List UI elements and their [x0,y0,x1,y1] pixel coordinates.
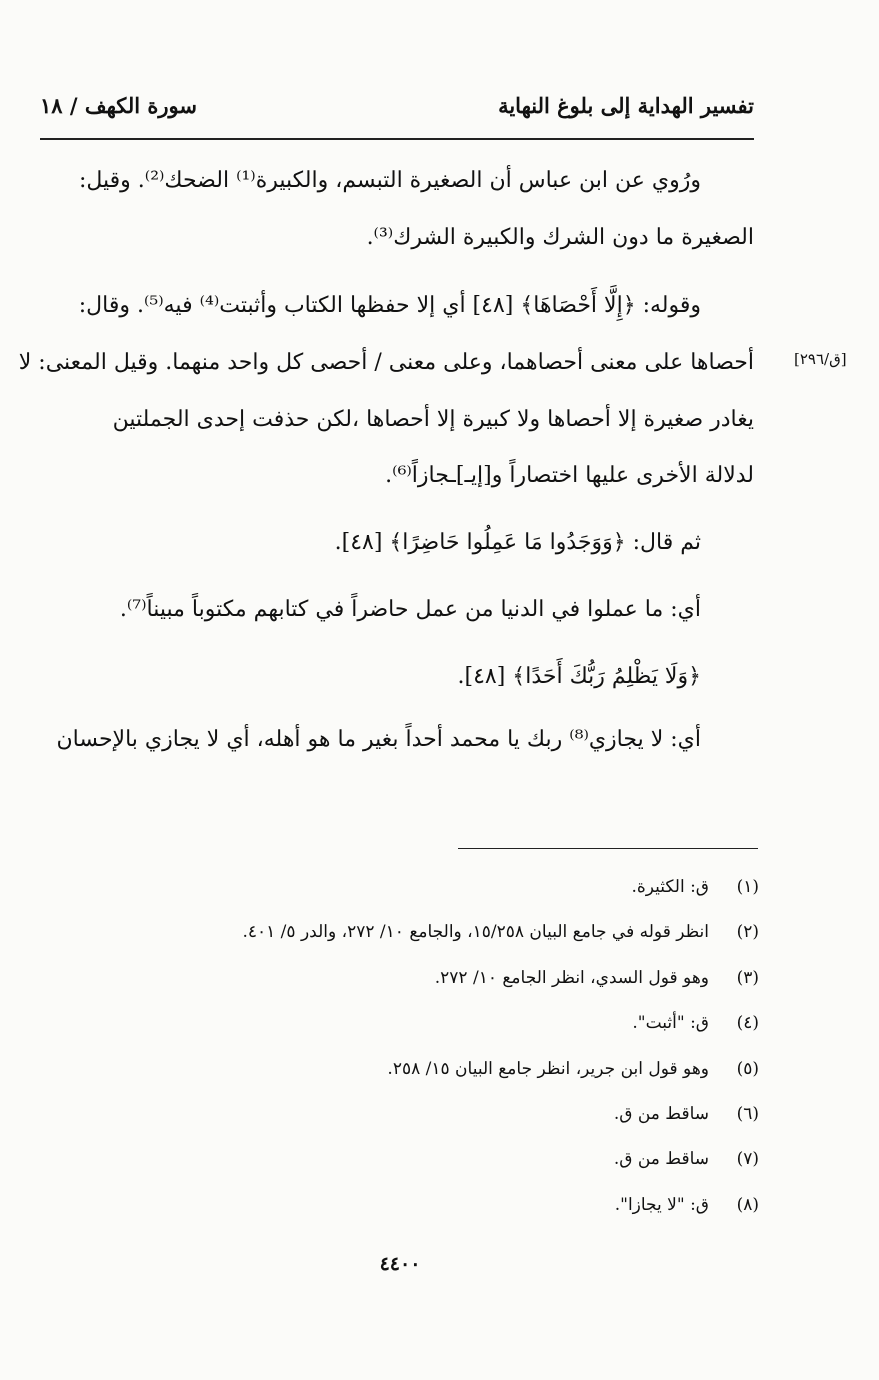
header-divider [40,138,754,140]
footnote [435,968,759,988]
manuscript-folio-note: [ق/٢٩٦] [794,350,847,368]
footnote [387,1059,759,1079]
page-header [40,93,754,133]
footnote-number: (٨) [736,1195,759,1215]
footnote-number: (١) [736,877,759,897]
footnote [242,922,759,942]
footnote-number: (٢) [736,922,759,942]
footnote-text: ق: "أثبت". [632,1013,709,1033]
footnote-text: وهو قول ابن جرير، انظر جامع البيان ١٥/ ٢٥٨. [387,1059,709,1079]
body-line: أي: ما عملوا في الدنيا من عمل حاضراً في كتابهم مكتوباً مبيناً⁽⁷⁾. [119,597,701,622]
footnote-text: وهو قول السدي، انظر الجامع ١٠/ ٢٧٢. [434,968,709,988]
footnote [632,1013,759,1033]
body-line: الصغيرة ما دون الشرك والكبيرة الشرك⁽³⁾. [366,225,754,250]
page-number: ٤٤٠٠ [379,1253,421,1275]
footnote [615,1195,759,1215]
footnote-number: (٥) [736,1059,759,1079]
body-line: ورُوي عن ابن عباس أن الصغيرة التبسم، والكبيرة⁽¹⁾ الضحك⁽²⁾. وقيل: [78,168,701,193]
body-line: أي: لا يجازي⁽⁸⁾ ربك يا محمد أحداً بغير ما هو أهله، أي لا يجازي بالإحسان [56,727,701,752]
footnote-number: (٤) [736,1013,759,1033]
body-line: أحصاها على معنى أحصاهما، وعلى معنى / أحصى كل واحد منهما. وقيل المعنى: لا [18,350,754,375]
footnote-number: (٧) [736,1149,759,1169]
footnote [614,1104,759,1124]
body-line: وقوله: ﴿إِلَّا أَحْصَاهَا﴾ [٤٨] أي إلا حفظها الكتاب وأثبتت⁽⁴⁾ فيه⁽⁵⁾. وقال: [78,293,701,318]
footnote-number: (٣) [736,968,759,988]
surah-page-label: سورة الكهف / ١٨ [40,93,198,118]
quran-verse-line: ﴿وَلَا يَظْلِمُ رَبُّكَ أَحَدًا﴾ [٤٨]. [457,664,701,689]
footnote [614,1149,759,1169]
quran-verse-line: ثم قال: ﴿وَوَجَدُوا مَا عَمِلُوا حَاضِرًا﴾ [٤٨]. [334,530,701,555]
footnote-text: ساقط من ق. [613,1104,709,1124]
footnote-text: ساقط من ق. [613,1149,709,1169]
footnote-text: ق: الكثيرة. [631,877,709,897]
footnote-divider [458,848,758,849]
footnote-number: (٦) [736,1104,759,1124]
footnote-text: انظر قوله في جامع البيان ١٥/٢٥٨، والجامع ١٠/ ٢٧٢، والدر ٥/ ٤٠١. [242,922,709,942]
body-line: يغادر صغيرة إلا أحصاها ولا كبيرة إلا أحصاها ،لكن حذفت إحدى الجملتين [112,407,754,432]
footnote [631,877,759,897]
book-title: تفسير الهداية إلى بلوغ النهاية [498,93,754,118]
body-line: لدلالة الأخرى عليها اختصاراً و[إيـ]ـجازاً⁽⁶⁾. [385,463,754,488]
footnote-text: ق: "لا يجازا". [614,1195,709,1215]
